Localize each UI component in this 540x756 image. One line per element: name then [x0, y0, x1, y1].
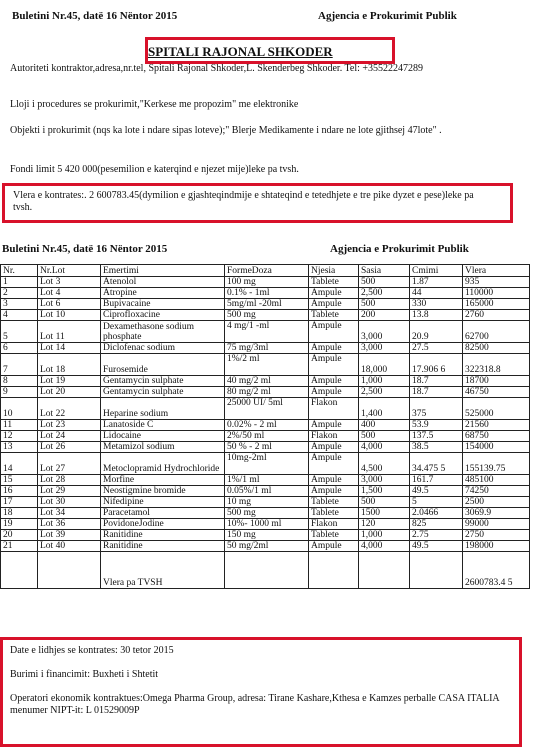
table-row	[1, 288, 530, 299]
table-cell: Lot 18	[38, 354, 101, 376]
table-cell: 7	[1, 354, 38, 376]
table-cell: 27.5	[410, 343, 463, 354]
table-cell: 75 mg/3ml	[225, 343, 309, 354]
total-row	[1, 552, 530, 589]
table-cell: 49.5	[410, 541, 463, 552]
table-cell: 3	[1, 299, 38, 310]
table-cell: 4,500	[359, 453, 410, 475]
table-cell: Lot 29	[38, 486, 101, 497]
table-cell: 155139.75	[463, 453, 530, 475]
table-cell: 2	[1, 288, 38, 299]
table-cell: 18,000	[359, 354, 410, 376]
table-cell: 2.0466	[410, 508, 463, 519]
table-row	[1, 376, 530, 387]
table-cell: 4,000	[359, 442, 410, 453]
table-cell: 198000	[463, 541, 530, 552]
table-cell: 3069.9	[463, 508, 530, 519]
contract-value-highlight-box	[2, 183, 513, 223]
table-cell: 2,500	[359, 288, 410, 299]
table-cell: Ampule	[309, 486, 359, 497]
table-cell: 4,000	[359, 541, 410, 552]
table-cell: 400	[359, 420, 410, 431]
table-cell: Ampule	[309, 387, 359, 398]
total-value: 2600783.4 5	[463, 552, 530, 589]
table-row	[1, 475, 530, 486]
table-cell	[309, 552, 359, 589]
contract-value-text: Vlera e kontrates:. 2 600783.45(dymilion e gjashteqindmije e shtateqind e tetedhjete e tre pike dyzet e pese)leke pa tvsh.	[13, 190, 474, 213]
table-cell: Lot 23	[38, 420, 101, 431]
table-cell: Lot 39	[38, 530, 101, 541]
table-cell: 500 mg	[225, 310, 309, 321]
authority-text: Autoriteti kontraktor,adresa,nr.tel, Spitali Rajonal Shkoder,L. Skenderbeg Shkoder. Tel: +35522247289	[10, 63, 424, 74]
table-cell: 150 mg	[225, 530, 309, 541]
table-row	[1, 310, 530, 321]
sign-date-text: Date e lidhjes se kontrates: 30 tetor 2015	[10, 645, 174, 656]
table-cell: 2750	[463, 530, 530, 541]
financing-text: Burimi i financimit: Buxheti i Shtetit	[10, 669, 159, 680]
table-cell: Lot 20	[38, 387, 101, 398]
lots-table	[0, 264, 530, 589]
table-cell: 74250	[463, 486, 530, 497]
table-cell: Tablete	[309, 277, 359, 288]
table-cell: 19	[1, 519, 38, 530]
table-cell: 120	[359, 519, 410, 530]
table-cell: Ranitidine	[101, 530, 225, 541]
table-cell: 3,000	[359, 475, 410, 486]
table-row	[1, 321, 530, 343]
agency-name: Agjencia e Prokurimit Publik	[318, 10, 457, 22]
table-cell: Lot 3	[38, 277, 101, 288]
table-cell: Lot 6	[38, 299, 101, 310]
column-header: Njesia	[309, 265, 359, 277]
table-cell: 10mg-2ml	[225, 453, 309, 475]
table-row	[1, 519, 530, 530]
table-cell: 4	[1, 310, 38, 321]
table-cell: Nifedipine	[101, 497, 225, 508]
table-cell: Lot 22	[38, 398, 101, 420]
table-cell: 49.5	[410, 486, 463, 497]
column-header: Cmimi	[410, 265, 463, 277]
table-cell: 2500	[463, 497, 530, 508]
table-cell: Heparine sodium	[101, 398, 225, 420]
table-cell: 500 mg	[225, 508, 309, 519]
table-cell: 11	[1, 420, 38, 431]
column-header: FormeDoza	[225, 265, 309, 277]
table-cell: 0.02% - 2 ml	[225, 420, 309, 431]
table-cell: 485100	[463, 475, 530, 486]
table-cell: Ampule	[309, 475, 359, 486]
table-cell: 10%- 1000 ml	[225, 519, 309, 530]
bulletin-number: Buletini Nr.45, datë 16 Nëntor 2015	[12, 10, 178, 22]
table-cell: Lot 40	[38, 541, 101, 552]
table-cell: Lot 4	[38, 288, 101, 299]
table-cell: 12	[1, 431, 38, 442]
bulletin-number-2: Buletini Nr.45, datë 16 Nëntor 2015	[2, 243, 168, 255]
table-cell: Morfine	[101, 475, 225, 486]
table-cell: PovidoneJodine	[101, 519, 225, 530]
table-cell: 5	[410, 497, 463, 508]
table-cell	[359, 552, 410, 589]
agency-name-2: Agjencia e Prokurimit Publik	[330, 243, 469, 255]
table-cell: Flakon	[309, 519, 359, 530]
table-cell: 15	[1, 475, 38, 486]
table-cell: Lot 28	[38, 475, 101, 486]
table-cell: Flakon	[309, 431, 359, 442]
table-cell: 14	[1, 453, 38, 475]
table-cell: Tablete	[309, 310, 359, 321]
table-cell: 0.05%/1 ml	[225, 486, 309, 497]
table-cell: 5mg/ml -20ml	[225, 299, 309, 310]
table-cell: 6	[1, 343, 38, 354]
table-row	[1, 299, 530, 310]
column-header: Vlera	[463, 265, 530, 277]
table-cell: 25000 UI/ 5ml	[225, 398, 309, 420]
table-cell: 53.9	[410, 420, 463, 431]
table-cell: 110000	[463, 288, 530, 299]
table-cell: 825	[410, 519, 463, 530]
table-cell: 500	[359, 277, 410, 288]
table-cell: Tablete	[309, 508, 359, 519]
table-cell: 34.475 5	[410, 453, 463, 475]
title-highlight-box	[145, 37, 395, 64]
table-cell: Atropine	[101, 288, 225, 299]
table-cell	[410, 552, 463, 589]
table-cell: 44	[410, 288, 463, 299]
table-cell: 16	[1, 486, 38, 497]
table-row	[1, 530, 530, 541]
table-cell: 82500	[463, 343, 530, 354]
column-header: Emertimi	[101, 265, 225, 277]
table-cell: 1.87	[410, 277, 463, 288]
table-cell: 20.9	[410, 321, 463, 343]
table-cell: 80 mg/2 ml	[225, 387, 309, 398]
table-cell	[1, 552, 38, 589]
table-cell: Lot 24	[38, 431, 101, 442]
table-cell: Dexamethasone sodium phosphate	[101, 321, 225, 343]
table-cell: Lidocaine	[101, 431, 225, 442]
table-cell	[225, 552, 309, 589]
object-text: Objekti i prokurimit (nqs ka lote i ndare sipas loteve);" Blerje Medikamente i ndare ne lote gjithsej 47lote" .	[10, 125, 442, 136]
table-cell: 18.7	[410, 387, 463, 398]
table-cell: 3,000	[359, 321, 410, 343]
table-cell: 46750	[463, 387, 530, 398]
table-cell: Ampule	[309, 321, 359, 343]
table-row	[1, 354, 530, 376]
table-row	[1, 387, 530, 398]
table-row	[1, 277, 530, 288]
table-cell: 38.5	[410, 442, 463, 453]
total-label: Vlera pa TVSH	[101, 552, 225, 589]
table-cell: Ampule	[309, 288, 359, 299]
table-cell: 9	[1, 387, 38, 398]
table-cell: Atenolol	[101, 277, 225, 288]
table-cell: Tablete	[309, 497, 359, 508]
table-cell: 375	[410, 398, 463, 420]
table-row	[1, 453, 530, 475]
table-cell: Lot 26	[38, 442, 101, 453]
table-row	[1, 431, 530, 442]
table-row	[1, 486, 530, 497]
table-cell: 500	[359, 497, 410, 508]
table-cell: Metoclopramid Hydrochloride	[101, 453, 225, 475]
table-cell: Ampule	[309, 354, 359, 376]
table-cell: Ampule	[309, 420, 359, 431]
table-cell: Flakon	[309, 398, 359, 420]
table-cell: Neostigmine bromide	[101, 486, 225, 497]
table-cell: 13.8	[410, 310, 463, 321]
table-cell: Lot 11	[38, 321, 101, 343]
table-cell: 40 mg/2 ml	[225, 376, 309, 387]
table-row	[1, 508, 530, 519]
table-cell: Lot 27	[38, 453, 101, 475]
column-header: Nr.	[1, 265, 38, 277]
procedure-text: Lloji i procedures se prokurimit,"Kerkese me propozim" me elektronike	[10, 99, 299, 110]
table-cell: 1%/1 ml	[225, 475, 309, 486]
table-cell: 0.1% - 1ml	[225, 288, 309, 299]
table-cell: 2.75	[410, 530, 463, 541]
table-cell: 5	[1, 321, 38, 343]
table-cell: 161.7	[410, 475, 463, 486]
table-cell: 18	[1, 508, 38, 519]
column-header: Sasia	[359, 265, 410, 277]
column-header: Nr.Lot	[38, 265, 101, 277]
table-cell: 100 mg	[225, 277, 309, 288]
table-cell: 525000	[463, 398, 530, 420]
table-cell: 21560	[463, 420, 530, 431]
table-cell: 10	[1, 398, 38, 420]
table-cell: Lot 36	[38, 519, 101, 530]
table-cell: 1%/2 ml	[225, 354, 309, 376]
table-cell: Ciprofloxacine	[101, 310, 225, 321]
table-row	[1, 497, 530, 508]
table-cell: 68750	[463, 431, 530, 442]
table-cell: Ampule	[309, 299, 359, 310]
table-cell	[38, 552, 101, 589]
table-cell: Ampule	[309, 541, 359, 552]
table-cell: Ampule	[309, 376, 359, 387]
table-cell: 50 mg/2ml	[225, 541, 309, 552]
table-cell: Bupivacaine	[101, 299, 225, 310]
table-cell: 2,500	[359, 387, 410, 398]
table-cell: 137.5	[410, 431, 463, 442]
table-cell: 500	[359, 299, 410, 310]
table-cell: Furosemide	[101, 354, 225, 376]
table-cell: Lot 34	[38, 508, 101, 519]
table-cell: 1,500	[359, 486, 410, 497]
table-row	[1, 398, 530, 420]
table-cell: Paracetamol	[101, 508, 225, 519]
table-cell: 1,000	[359, 530, 410, 541]
table-row	[1, 442, 530, 453]
table-cell: Lanatoside C	[101, 420, 225, 431]
table-cell: 62700	[463, 321, 530, 343]
table-cell: 1,000	[359, 376, 410, 387]
table-cell: Gentamycin sulphate	[101, 376, 225, 387]
table-cell: 3,000	[359, 343, 410, 354]
table-cell: 935	[463, 277, 530, 288]
table-cell: Ampule	[309, 343, 359, 354]
table-cell: 154000	[463, 442, 530, 453]
table-row	[1, 343, 530, 354]
table-cell: 17.906 6	[410, 354, 463, 376]
table-cell: 330	[410, 299, 463, 310]
table-cell: 20	[1, 530, 38, 541]
table-cell: 17	[1, 497, 38, 508]
table-cell: Ampule	[309, 453, 359, 475]
table-cell: Lot 19	[38, 376, 101, 387]
table-row	[1, 541, 530, 552]
table-cell: 1	[1, 277, 38, 288]
table-cell: 50 % - 2 ml	[225, 442, 309, 453]
fund-limit-text: Fondi limit 5 420 000(pesemilion e katerqind e njezet mije)leke pa tvsh.	[10, 164, 299, 175]
table-row	[1, 420, 530, 431]
table-cell: 13	[1, 442, 38, 453]
operator-text: Operatori ekonomik kontraktues:Omega Pharma Group, adresa: Tirane Kashare,Kthesa e Kamzes perballe CASA ITALIA menumer NIPT-it: L 01529009P	[10, 693, 500, 716]
table-cell: 322318.8	[463, 354, 530, 376]
table-cell: Lot 30	[38, 497, 101, 508]
table-cell: 500	[359, 431, 410, 442]
table-cell: Ampule	[309, 442, 359, 453]
table-cell: 99000	[463, 519, 530, 530]
table-cell: Lot 10	[38, 310, 101, 321]
table-header-row	[1, 265, 530, 277]
table-cell: 2760	[463, 310, 530, 321]
page-title: SPITALI RAJONAL SHKODER	[148, 44, 333, 59]
table-cell: Diclofenac sodium	[101, 343, 225, 354]
contract-details-highlight-box	[0, 637, 522, 747]
table-cell: 1,400	[359, 398, 410, 420]
table-cell: Gentamycin sulphate	[101, 387, 225, 398]
table-cell: 200	[359, 310, 410, 321]
table-cell: 18.7	[410, 376, 463, 387]
table-cell: 1500	[359, 508, 410, 519]
table-cell: 10 mg	[225, 497, 309, 508]
table-cell: 4 mg/1 -ml	[225, 321, 309, 343]
table-cell: 18700	[463, 376, 530, 387]
table-cell: 8	[1, 376, 38, 387]
table-cell: 21	[1, 541, 38, 552]
table-cell: 165000	[463, 299, 530, 310]
table-cell: Tablete	[309, 530, 359, 541]
table-cell: 2%/50 ml	[225, 431, 309, 442]
table-cell: Metamizol sodium	[101, 442, 225, 453]
table-cell: Lot 14	[38, 343, 101, 354]
table-cell: Ranitidine	[101, 541, 225, 552]
